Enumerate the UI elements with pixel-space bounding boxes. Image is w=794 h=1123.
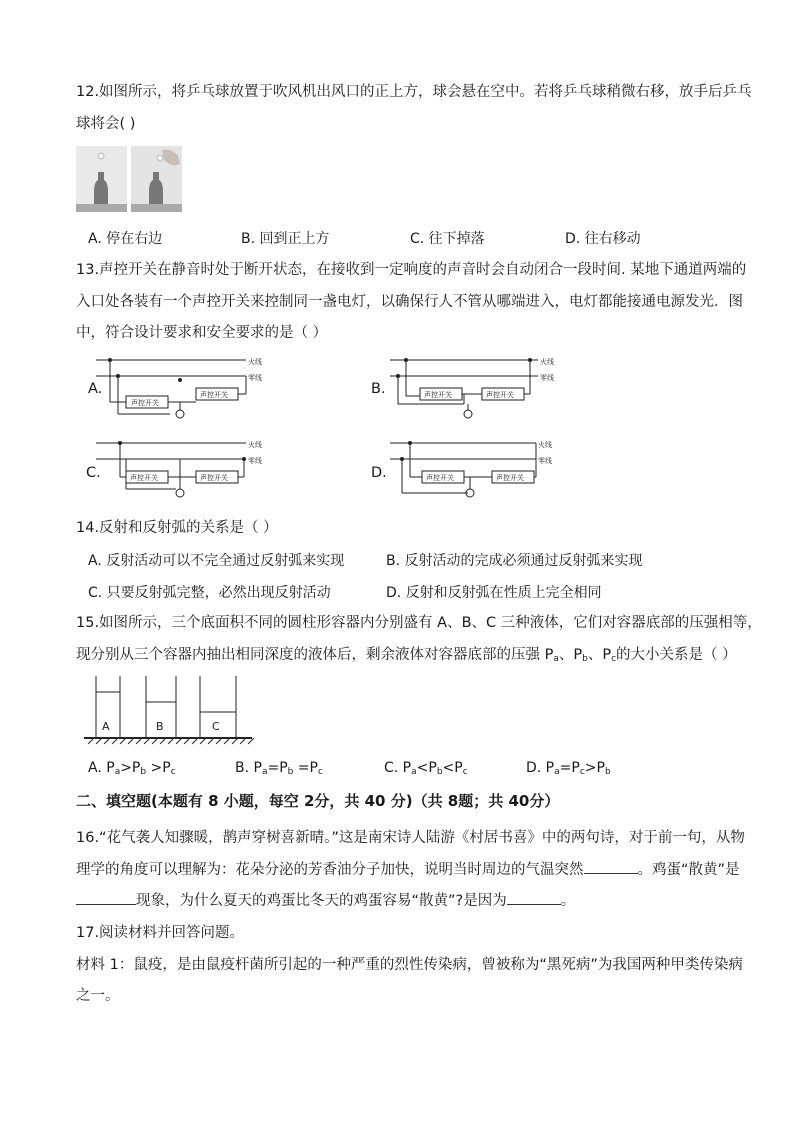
circuit-c-neutral-label: 零线 xyxy=(248,457,262,465)
q15-option-c: C. $P_a<P_b<P_c$ xyxy=(384,760,468,777)
q12-option-a: A. 停在右边 xyxy=(88,231,163,247)
circuit-a-label: A. xyxy=(88,381,103,397)
q16-blank-3[interactable] xyxy=(507,892,561,905)
q17-text-line3: 之一。 xyxy=(76,988,120,1004)
circuit-d-switch1-label: 声控开关 xyxy=(426,474,454,482)
circuit-diagram-b xyxy=(390,352,562,422)
circuit-b-live-label: 火线 xyxy=(540,358,554,366)
q14-option-d: D. 反射和反射弧在性质上完全相同 xyxy=(386,585,602,601)
q15-text-line1: 15.如图所示，三个底面积不同的圆柱形容器内分别盛有 A、B、C 三种液体，它们对容器底部的压强相等， xyxy=(76,615,762,631)
q16-line2-head: 理学的角度可以理解为：花朵分泌的芳香油分子加快，说明当时周边的气温突然 xyxy=(76,862,584,878)
q15-text-line2: 现分别从三个容器内抽出相同深度的液体后，剩余液体对容器底部的压强 $P_a$、$P_b$、$P_c$的大小关系是（ ） xyxy=(76,647,737,664)
q13-text-line1: 13.声控开关在静音时处于断开状态，在接收到一定响度的声音时会自动闭合一段时间. 某地下通道两端的 xyxy=(76,262,747,278)
circuit-b-switch1-label: 声控开关 xyxy=(424,391,452,399)
circuit-a-neutral-label: 零线 xyxy=(248,374,262,382)
section-2-title: 二、填空题(本题有 8 小题，每空 2分，共 40 分)（共 8题；共 40分） xyxy=(76,792,560,810)
circuit-b-neutral-label: 零线 xyxy=(540,374,554,382)
circuit-diagram-a xyxy=(96,356,268,422)
circuit-a-switch1-label: 声控开关 xyxy=(131,399,159,407)
circuit-c-label: C. xyxy=(86,465,101,481)
q16-text-line2 xyxy=(76,860,740,880)
circuit-diagram-c xyxy=(96,437,270,507)
q13-text-line2: 入口处各装有一个声控开关来控制同一盏电灯，以确保行人不管从哪端进入，电灯都能接通电源发光．图 xyxy=(76,294,743,310)
q15-option-d: D. $P_a=P_c>P_b$ xyxy=(526,760,611,777)
circuit-b-label: B. xyxy=(371,381,386,397)
q15-option-a: A. $P_a>P_b >P_c$ xyxy=(88,760,176,777)
circuit-d-label: D. xyxy=(371,465,387,481)
q12-text-line2: 球将会( ) xyxy=(76,116,136,132)
q12-option-b: B. 回到正上方 xyxy=(241,231,330,247)
q16-blank-2[interactable] xyxy=(76,892,136,905)
containers-diagram xyxy=(84,676,260,746)
q17-text-line2: 材料 1：鼠疫，是由鼠疫杆菌所引起的一种严重的烈性传染病，曾被称为“黑死病”为我国两种甲类传染病 xyxy=(76,957,743,973)
q15-text-line2-tail: 的大小关系是（ ） xyxy=(616,647,737,663)
circuit-c-switch2-label: 声控开关 xyxy=(200,474,228,482)
container-b-label: B xyxy=(156,720,164,733)
circuit-b-switch2-label: 声控开关 xyxy=(486,391,514,399)
container-a-label: A xyxy=(102,720,110,733)
q14-option-c: C. 只要反射弧完整，必然出现反射活动 xyxy=(88,585,331,601)
circuit-d-live-label: 火线 xyxy=(538,441,552,449)
q17-text-line1: 17.阅读材料并回答问题。 xyxy=(76,925,245,941)
circuit-a-switch2-label: 声控开关 xyxy=(200,391,228,399)
q12-photo xyxy=(76,146,182,212)
q16-line3-tail: 。 xyxy=(560,893,576,909)
q16-line2-tail: 。鸡蛋“散黄”是 xyxy=(637,862,740,878)
q14-option-a: A. 反射活动可以不完全通过反射弧来实现 xyxy=(88,553,345,569)
q15-text-line2-head: 现分别从三个容器内抽出相同深度的液体后，剩余液体对容器底部的压强 P xyxy=(76,647,554,663)
q12-option-d: D. 往右移动 xyxy=(565,231,641,247)
q16-text-line3 xyxy=(76,891,575,911)
q12-text-line1: 12.如图所示，将乒乓球放置于吹风机出风口的正上方，球会悬在空中。若将乒乓球稍微右移，放手后乒乓 xyxy=(76,84,752,100)
circuit-c-switch1-label: 声控开关 xyxy=(130,474,158,482)
circuit-c-live-label: 火线 xyxy=(248,441,262,449)
q16-line3-head: 现象，为什么夏天的鸡蛋比冬天的鸡蛋容易“散黄”?是因为 xyxy=(136,893,507,909)
q13-text-line3: 中，符合设计要求和安全要求的是（ ） xyxy=(76,325,328,341)
q12-option-c: C. 往下掉落 xyxy=(410,231,485,247)
q16-blank-1[interactable] xyxy=(584,861,638,874)
circuit-d-switch2-label: 声控开关 xyxy=(496,474,524,482)
circuit-a-live-label: 火线 xyxy=(248,358,262,366)
q14-text-line1: 14.反射和反射弧的关系是（ ） xyxy=(76,520,278,536)
container-c-label: C xyxy=(212,720,220,733)
circuit-diagram-d xyxy=(390,437,564,507)
q14-option-b: B. 反射活动的完成必须通过反射弧来实现 xyxy=(386,553,643,569)
q15-option-b: B. $P_a=P_b =P_c$ xyxy=(235,760,323,777)
q16-text-line1: 16.“花气袭人知骤暖，鹊声穿树喜新晴。”这是南宋诗人陆游《村居书喜》中的两句诗，对于前一句，从物 xyxy=(76,830,745,846)
circuit-d-neutral-label: 零线 xyxy=(538,457,552,465)
